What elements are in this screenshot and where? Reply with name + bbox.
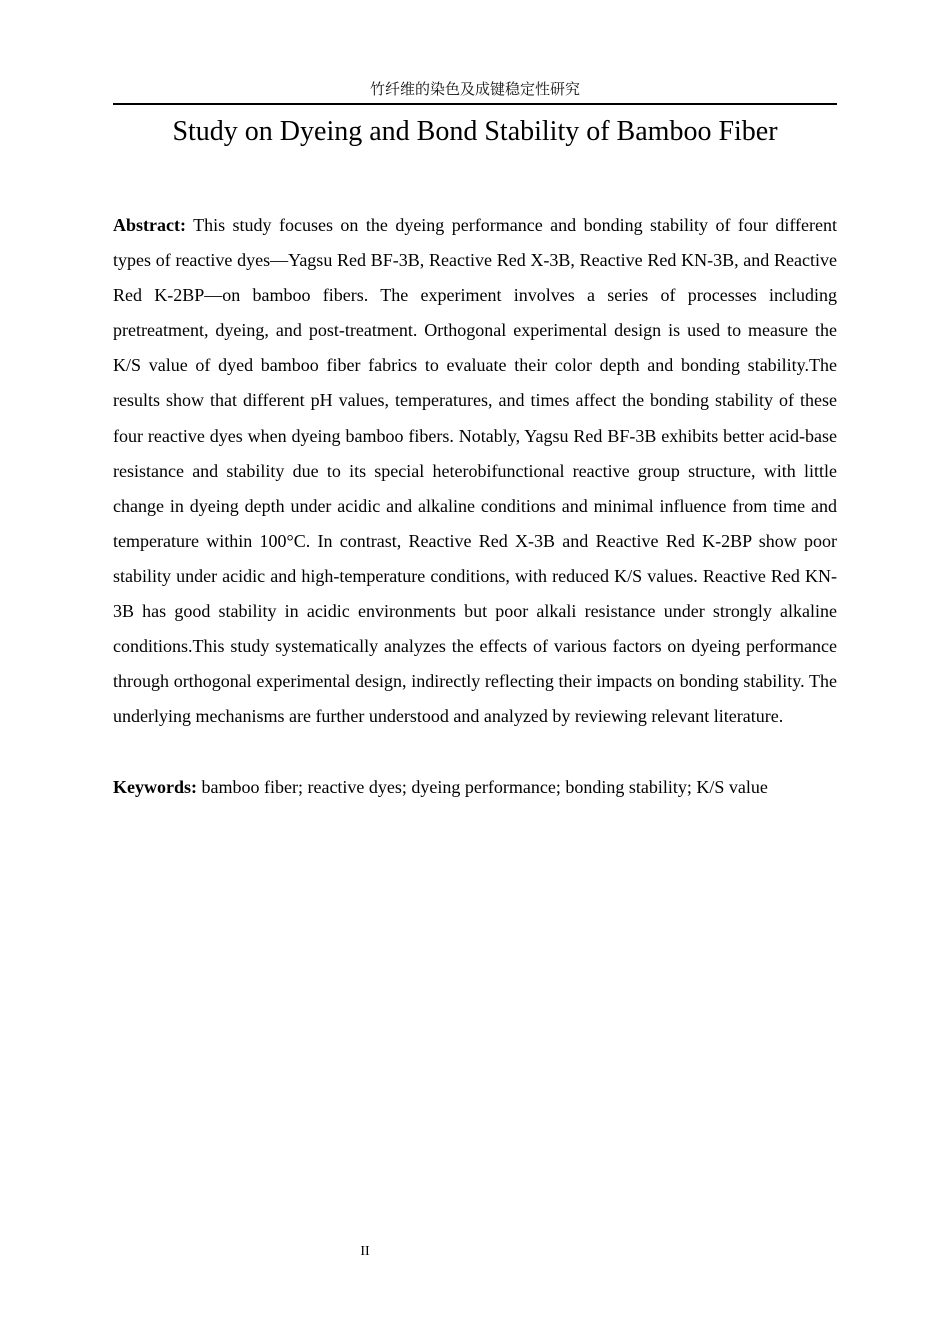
abstract-text: This study focuses on the dyeing performance and bonding stability of four different types of reactive dyes—Yagsu Red BF-3B, Reactive Red X-3B, Reactive Red KN-3B, and Reactive Red K-2BP—on bamboo fibers. The experiment involves a series of processes including pretreatment, dyeing, and post-treatment. Orthogonal experimental design is used to measure the K/S value of dyed bamboo fiber fabrics to evaluate their color depth and bonding stability.The results show that different pH values, temperatures, and times affect the bonding stability of these four reactive dyes when dyeing bamboo fibers. Notably, Yagsu Red BF-3B exhibits better acid-base resistance and stability due to its special heterobifunctional reactive group structure, with little change in dyeing depth under acidic and alkaline conditions and minimal influence from time and temperature within 100°C. In contrast, Reactive Red X-3B and Reactive Red K-2BP show poor stability under acidic and high-temperature conditions, with reduced K/S values. Reactive Red KN-3B has good stability in acidic environments but poor alkali resistance under strongly alkaline conditions.This study systematically analyzes the effects of various factors on dyeing performance through orthogonal experimental design, indirectly reflecting their impacts on bonding stability. The underlying mechanisms are further understood and analyzed by reviewing relevant literature. xyxy=(113,215,837,727)
keywords-text: bamboo fiber; reactive dyes; dyeing performance; bonding stability; K/S value xyxy=(201,777,768,797)
running-header: 竹纤维的染色及成键稳定性研究 xyxy=(369,80,580,98)
keywords-paragraph xyxy=(113,770,837,805)
paper-title: Study on Dyeing and Bond Stability of Bamboo Fiber xyxy=(172,116,778,147)
abstract-paragraph xyxy=(113,208,837,734)
keywords-label: Keywords: xyxy=(113,777,197,797)
abstract-label: Abstract: xyxy=(113,215,186,235)
page-number: II xyxy=(360,1244,370,1259)
header-rule xyxy=(113,103,837,105)
